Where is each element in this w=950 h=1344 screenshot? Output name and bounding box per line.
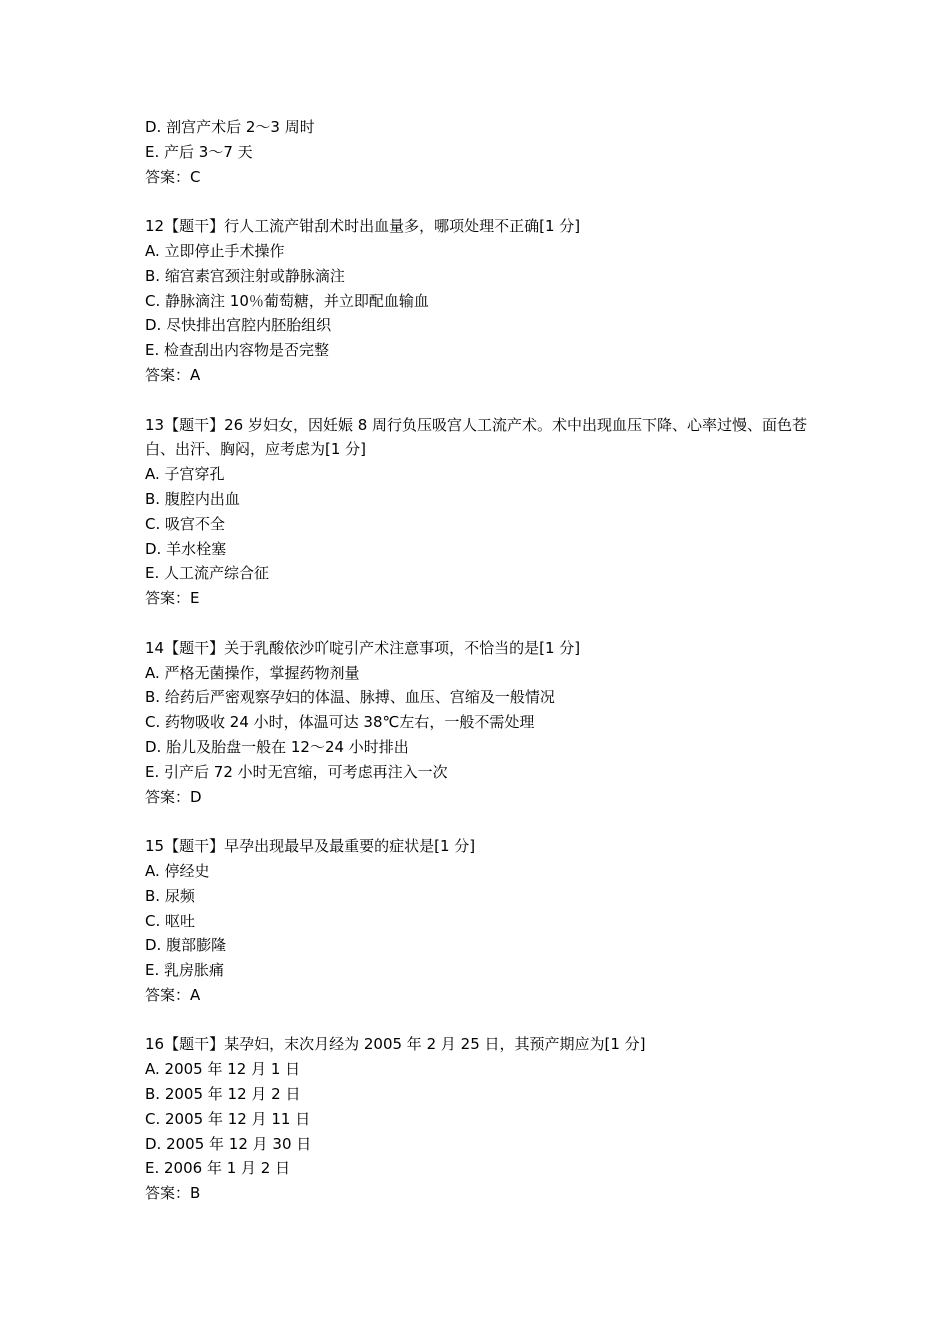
option-b: B. 缩宫素宫颈注射或静脉滴注 <box>145 266 345 285</box>
document-page <box>145 115 835 1206</box>
option-c: C. 药物吸收 24 小时，体温可达 38℃左右，一般不需处理 <box>145 713 535 732</box>
option-c: C. 静脉滴注 10％葡萄糖，并立即配血输血 <box>145 291 429 310</box>
answer: 答案：B <box>145 1184 201 1203</box>
option-d: D. 剖宫产术后 2～3 周时 <box>145 118 315 136</box>
option-b: B. 2005 年 12 月 2 日 <box>145 1085 301 1104</box>
question-15 <box>145 834 835 1008</box>
spacer <box>145 1008 835 1033</box>
answer: 答案：A <box>145 985 201 1004</box>
option-a: A. 立即停止手术操作 <box>145 241 285 260</box>
question-stem: 13【题干】26 岁妇女，因妊娠 8 周行负压吸宫人工流产术。术中出现血压下降、心率过慢、面色苍白、出汗、胸闷，应考虑为[1 分] <box>145 415 808 459</box>
spacer <box>145 809 835 834</box>
answer: 答案：E <box>145 589 200 608</box>
option-a: A. 停经史 <box>145 861 210 880</box>
question-12 <box>145 214 835 388</box>
option-e: E. 人工流产综合征 <box>145 564 270 583</box>
question-stem: 16【题干】某孕妇，末次月经为 2005 年 2 月 25 日，其预产期应为[1 分] <box>145 1035 646 1054</box>
spacer <box>145 611 835 636</box>
option-c: C. 2005 年 12 月 11 日 <box>145 1109 311 1128</box>
option-b: B. 尿频 <box>145 886 195 905</box>
question-stem: 14【题干】关于乳酸依沙吖啶引产术注意事项，不恰当的是[1 分] <box>145 638 581 657</box>
question-16 <box>145 1032 835 1206</box>
answer: 答案：A <box>145 365 201 384</box>
option-a: A. 严格无菌操作，掌握药物剂量 <box>145 663 360 682</box>
question-stem: 15【题干】早孕出现最早及最重要的症状是[1 分] <box>145 837 476 856</box>
option-a: A. 2005 年 12 月 1 日 <box>145 1060 301 1079</box>
option-b: B. 腹腔内出血 <box>145 489 240 508</box>
option-d: D. 羊水栓塞 <box>145 539 227 558</box>
option-d: D. 2005 年 12 月 30 日 <box>145 1134 312 1153</box>
option-e: E. 检查刮出内容物是否完整 <box>145 341 330 360</box>
question-13 <box>145 413 835 611</box>
spacer <box>145 388 835 413</box>
option-d: D. 尽快排出宫腔内胚胎组织 <box>145 316 332 335</box>
option-d: D. 胎儿及胎盘一般在 12～24 小时排出 <box>145 737 409 756</box>
option-d: D. 腹部膨隆 <box>145 936 227 955</box>
option-b: B. 给药后严密观察孕妇的体温、脉搏、血压、宫缩及一般情况 <box>145 688 555 707</box>
option-c: C. 吸宫不全 <box>145 514 226 533</box>
question-14 <box>145 636 835 810</box>
option-e: E. 乳房胀痛 <box>145 961 225 980</box>
option-e: E. 产后 3～7 天 <box>145 142 253 161</box>
answer: 答案：C <box>145 167 201 186</box>
spacer <box>145 189 835 214</box>
question-11-tail <box>145 115 835 189</box>
question-stem: 12【题干】行人工流产钳刮术时出血量多，哪项处理不正确[1 分] <box>145 217 581 236</box>
option-c: C. 呕吐 <box>145 911 196 930</box>
option-e: E. 引产后 72 小时无宫缩，可考虑再注入一次 <box>145 762 448 781</box>
answer: 答案：D <box>145 787 202 806</box>
option-a: A. 子宫穿孔 <box>145 465 225 484</box>
option-e: E. 2006 年 1 月 2 日 <box>145 1159 291 1178</box>
